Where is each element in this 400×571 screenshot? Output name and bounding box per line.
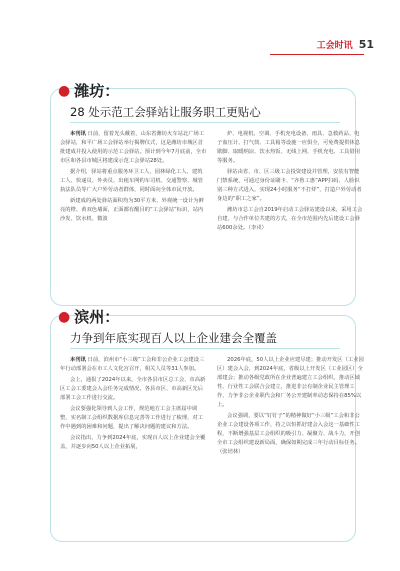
- paragraph-text: 2026年底，50人以上企业应建尽建；推动开发区（工业园区）建会入会，到2024年底，省级以上开发区（工业园区）全部建会；推动各级党政所在企业普遍建立工会组织，推动区域性、行业性工会联合会建立，推进非公有制企业民主管理工作，力争非公企业职代会和厂务公开建制率动态保持在85%以上。: [217, 357, 364, 408]
- paragraph: [60, 356, 207, 374]
- paragraph-text: 新建成的两处驿站面积均为30平方米，外观统一设计为鲜亮的橙、黄双色墙面，正面都有醒目的“工会驿站”标识，站内沙发、饮水机、微波: [60, 198, 204, 222]
- byline: 本刊讯: [70, 357, 86, 363]
- paragraph-text: 炉、电视机、空调、手机充电设备、雨具、急救药品、电子血压计、打气筒、工具箱等设施一应俱全，可免费提供休息歇脚、取暖纳凉、饮水热饭、无线上网、手机充电、工具借用等服务。: [217, 131, 361, 164]
- paragraph-text: 据介绍，驿站将重点服务环卫工人、园林绿化工人、建筑工人、快递员、外卖员、出租车网约车司机、交通警察、城管执法队员等广大户外劳动者群体，同时面向全体市民开放。: [60, 169, 204, 193]
- title-underline: [70, 348, 340, 349]
- paragraph: [60, 405, 207, 432]
- article-location: [58, 306, 119, 327]
- article-body: [60, 356, 364, 459]
- article-column-left: [60, 356, 207, 459]
- article-column-right: [217, 130, 364, 235]
- paragraph-text: 日前，留着光头戴着，山东省潍坊火车站北广场工会驿站，和平广场工会驿站举行揭牌仪式，这是潍坊市城区首批建成并投入使用的示范工会驿站。预计到今年7月底前，全市市区和各县市城区将建成示范工会驿站28处。: [60, 131, 207, 164]
- page-number: 51: [358, 38, 374, 51]
- paragraph: [60, 168, 207, 195]
- page-header: [317, 38, 374, 51]
- paragraph: [60, 130, 207, 166]
- header-rule: [270, 54, 364, 55]
- paragraph-text: 会议要强化领导到人会工作，规范地方工会主席届中调整，实名制工会组织数据库信息完善等工作进行了梳理，对工作中遇到的困难和问题，提出了解决问题的建议和方法。: [60, 406, 204, 430]
- title-underline: [70, 122, 340, 123]
- article-body: [60, 130, 364, 235]
- paragraph-text: 会议指出，力争到2024年底，实现百人以上企业建会全覆盖，并逐步向50人以上企业拓展，: [60, 435, 206, 450]
- byline: 本刊讯: [70, 131, 86, 137]
- paragraph-text: 驿站由省、市、区三级工会投资建设并管理，安装有智能门禁系统，可通过身份证刷卡、“齐鲁工惠”APP扫码、人脸识别三种方式进入，实现24小时服务“不打烊”，打造户外劳动者身边的“职工之家”。: [217, 169, 362, 202]
- paragraph: [60, 376, 207, 403]
- paragraph-text: 会议强调，要以“钉钉子”的精神做好“小三级”工会和非公企业工会建设各项工作，持之以恒抓好建会入会这一基础性工程，不断增强基层工会组织的吸引力、凝聚力、战斗力，开创全市工会组织建设新局面，确保如期完成三年行动目标任务。（张培林）: [217, 413, 361, 455]
- paragraph-text: 日前，滨州市“小三级”工会和非公企业工会建设三年行动部署会在市工人文化宫召开，相关人员等31人参加。: [60, 357, 205, 372]
- paragraph: [217, 356, 364, 410]
- article-title: 力争到年底实现百人以上企业建会全覆盖: [70, 331, 277, 345]
- article-title: 28 处示范工会驿站让服务职工更贴心: [70, 105, 261, 119]
- location-label: 滨州：: [74, 308, 120, 326]
- section-title: 工会时讯: [316, 41, 353, 51]
- paragraph: [217, 206, 364, 233]
- location-marker-icon: ●: [58, 82, 71, 99]
- article-column-left: [60, 130, 207, 235]
- paragraph: [60, 434, 207, 452]
- location-marker-icon: ●: [58, 308, 71, 325]
- paragraph: [60, 197, 207, 224]
- location-label: 潍坊：: [74, 82, 120, 100]
- paragraph: [217, 168, 364, 204]
- paragraph-text: 潍坊市总工会自2019年启动工会驿站建设以来，采用工会自建、与合作单位共建的方式，在全市范围内先后建设工会驿站600余处。（李戎）: [217, 207, 363, 231]
- paragraph-text: 会上，通报了2024年以来，全市各县市区总工会、市高新区工会工委建会入会任务完成情况，各县市区、市高新区先后部署工会工作进行交流。: [60, 377, 206, 401]
- article-location: [58, 80, 119, 101]
- paragraph: [217, 130, 364, 166]
- paragraph: [217, 412, 364, 457]
- article-column-right: [217, 356, 364, 459]
